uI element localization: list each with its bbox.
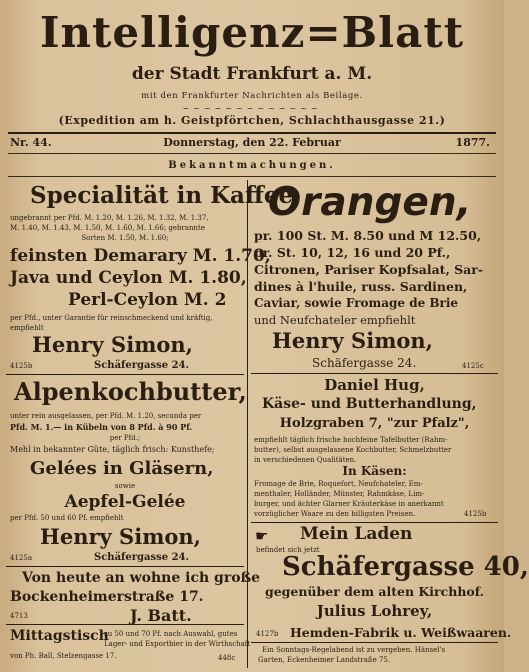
- orangen-text: pr. St. 10, 12, 16 und 20 Pf.,: [254, 245, 451, 260]
- alpen-text: per Pfd.;: [109, 434, 141, 442]
- simon3-ref: 4125c: [462, 362, 484, 370]
- ad-divider: [6, 624, 244, 625]
- kaffee-text: Sorten M. 1.50, M. 1.60;: [81, 234, 169, 242]
- laden-text: gegenüber dem alten Kirchhof.: [264, 584, 485, 599]
- ad-divider: [6, 566, 244, 567]
- orangen-text: Citronen, Pariser Kopfsalat, Sar-: [254, 262, 484, 277]
- hug-text: in verschiedenen Qualitäten.: [254, 456, 357, 464]
- alpen-title: Alpenkochbutter,: [14, 377, 247, 406]
- kaese-text: vorzüglicher Waare zu den billigsten Preisen.: [254, 510, 416, 518]
- regen-text: Ein Sonntags-Regelabend ist zu vergeben. Hänsel's: [262, 646, 446, 654]
- kaese-text: burger, und ächter Glarner Kräuterkäse in anerkannt: [254, 500, 444, 508]
- ad-divider: [6, 374, 244, 375]
- laden-title: Mein Laden: [300, 524, 413, 544]
- simon1-addr: Schäfergasse 24.: [94, 360, 189, 371]
- alpen-text: Mehl in bekannter Güte, täglich frisch: Kunsthefe;: [10, 445, 215, 454]
- issue-date: Donnerstag, den 22. Februar: [163, 136, 341, 149]
- gelees-title: Gelées in Gläsern,: [30, 458, 214, 479]
- regen-text: Garten, Eckenheimer Landstraße 75.: [258, 656, 391, 664]
- laden-sub: befindet sich jetzt: [256, 546, 320, 554]
- alpen-text: Pfd. M. 1.— in Kübeln von 8 Pfd. à 90 Pf.: [10, 422, 193, 432]
- masthead-supplement: mit den Frankfurter Nachrichten als Beilage.: [141, 91, 363, 101]
- masthead-expedition: (Expedition am h. Geistpförtchen, Schlachthausgasse 21.): [58, 114, 446, 127]
- gelees-sowie: sowie: [114, 482, 136, 490]
- mittag-title: Mittagstisch: [10, 628, 109, 644]
- simon3-addr: Schäfergasse 24.: [312, 356, 417, 370]
- batt-line: Bockenheimerstraße 17.: [10, 589, 204, 605]
- lohrey-trade: Hemden-Fabrik u. Weißwaaren.: [290, 625, 512, 640]
- batt-line: Von heute an wohne ich große: [22, 570, 261, 586]
- section-rule: [8, 176, 496, 177]
- kaese-text: Fromage de Brie, Roquefort, Neufchateler, Em-: [254, 480, 423, 488]
- kaffee-line: Java und Ceylon M. 1.80,: [10, 268, 247, 288]
- lohrey-ref: 4127b: [256, 630, 279, 638]
- masthead-city: der Stadt Frankfurt a. M.: [131, 64, 373, 84]
- ornament: ~~~~~~~~~~~~~: [182, 104, 322, 113]
- section-heading: Bekanntmachungen.: [168, 160, 336, 171]
- kaese-title: In Käsen:: [342, 464, 407, 478]
- mittag-ref: 448c: [218, 654, 236, 662]
- orangen-text: und Neufchateler empfiehlt: [254, 313, 416, 327]
- kaese-ref: 4125b: [464, 510, 487, 518]
- ad-divider: [251, 522, 498, 523]
- orangen-text: dines à l'huile, russ. Sardinen,: [254, 279, 468, 294]
- hug-addr: Holzgraben 7, "zur Pfalz",: [279, 416, 470, 431]
- mittag-text: von Ph. Ball, Stelzengasse 17.: [10, 652, 117, 660]
- hug-text: empfiehlt täglich frische hochfeine Tafelbutter (Rahm-: [254, 436, 448, 444]
- masthead-rule: [8, 132, 496, 134]
- lohrey-name: Julius Lohrey,: [316, 602, 433, 620]
- issue-rule: [8, 153, 496, 154]
- pointing-hand-icon: ☛: [255, 527, 269, 545]
- simon2-name: Henry Simon,: [40, 524, 201, 549]
- orangen-text: Caviar, sowie Fromage de Brie: [254, 296, 459, 310]
- simon2-addr: Schäfergasse 24.: [94, 552, 189, 563]
- kaffee-text: per Pfd., unter Garantie für reinschmeckend und kräftig,: [10, 314, 213, 322]
- hug-title: Käse- und Butterhandlung,: [262, 396, 477, 412]
- batt-ref: 4713: [10, 612, 28, 620]
- kaffee-text: empfiehlt: [10, 324, 44, 332]
- simon1-ref: 4125b: [10, 362, 33, 370]
- kaffee-text: ungebrannt per Pfd. M. 1.20, M. 1.26, M. 1.32, M. 1.37,: [10, 214, 209, 222]
- batt-name: J. Batt.: [130, 606, 192, 625]
- simon3-name: Henry Simon,: [272, 328, 433, 353]
- simon2-ref: 4125a: [10, 554, 32, 562]
- issue-number: Nr. 44.: [10, 136, 52, 149]
- kaese-text: menthaler, Holländer, Münster, Rahmkäse, Lim-: [254, 490, 425, 498]
- ad-divider: [251, 642, 498, 643]
- orangen-title: Orangen,: [268, 180, 472, 225]
- hug-text: butter), selbst ausgelassene Kochbutter, Schmelzbutter: [254, 446, 452, 454]
- mittag-text: Lager- und Exportbier in der Wirthschaft: [104, 640, 251, 648]
- kaffee-line: feinsten Demarary M. 1.70,: [10, 246, 271, 266]
- kaffee-line: Perl-Ceylon M. 2: [68, 290, 227, 310]
- laden-addr: Schäfergasse 40,: [282, 552, 529, 582]
- masthead-title: Intelligenz=Blatt: [39, 8, 465, 57]
- aepfel-title: Aepfel-Gelée: [64, 492, 186, 512]
- orangen-text: pr. 100 St. M. 8.50 und M 12.50,: [254, 228, 482, 243]
- mittag-text: zu 50 und 70 Pf. nach Auswahl, gutes: [104, 630, 238, 638]
- aepfel-text: per Pfd. 50 und 60 Pf. empfiehlt: [10, 514, 124, 522]
- issue-year: 1877.: [455, 136, 490, 149]
- ad-divider: [251, 373, 498, 374]
- alpen-text: unter rein ausgelassen, per Pfd. M. 1.20, secunda per: [10, 412, 202, 420]
- kaffee-title: Specialität in Kaffee,: [30, 182, 302, 209]
- hug-name: Daniel Hug,: [324, 376, 425, 394]
- kaffee-text: M. 1.40, M. 1.43, M. 1.50, M. 1.60, M. 1.66; gebrannte: [10, 224, 205, 232]
- simon1-name: Henry Simon,: [32, 332, 193, 357]
